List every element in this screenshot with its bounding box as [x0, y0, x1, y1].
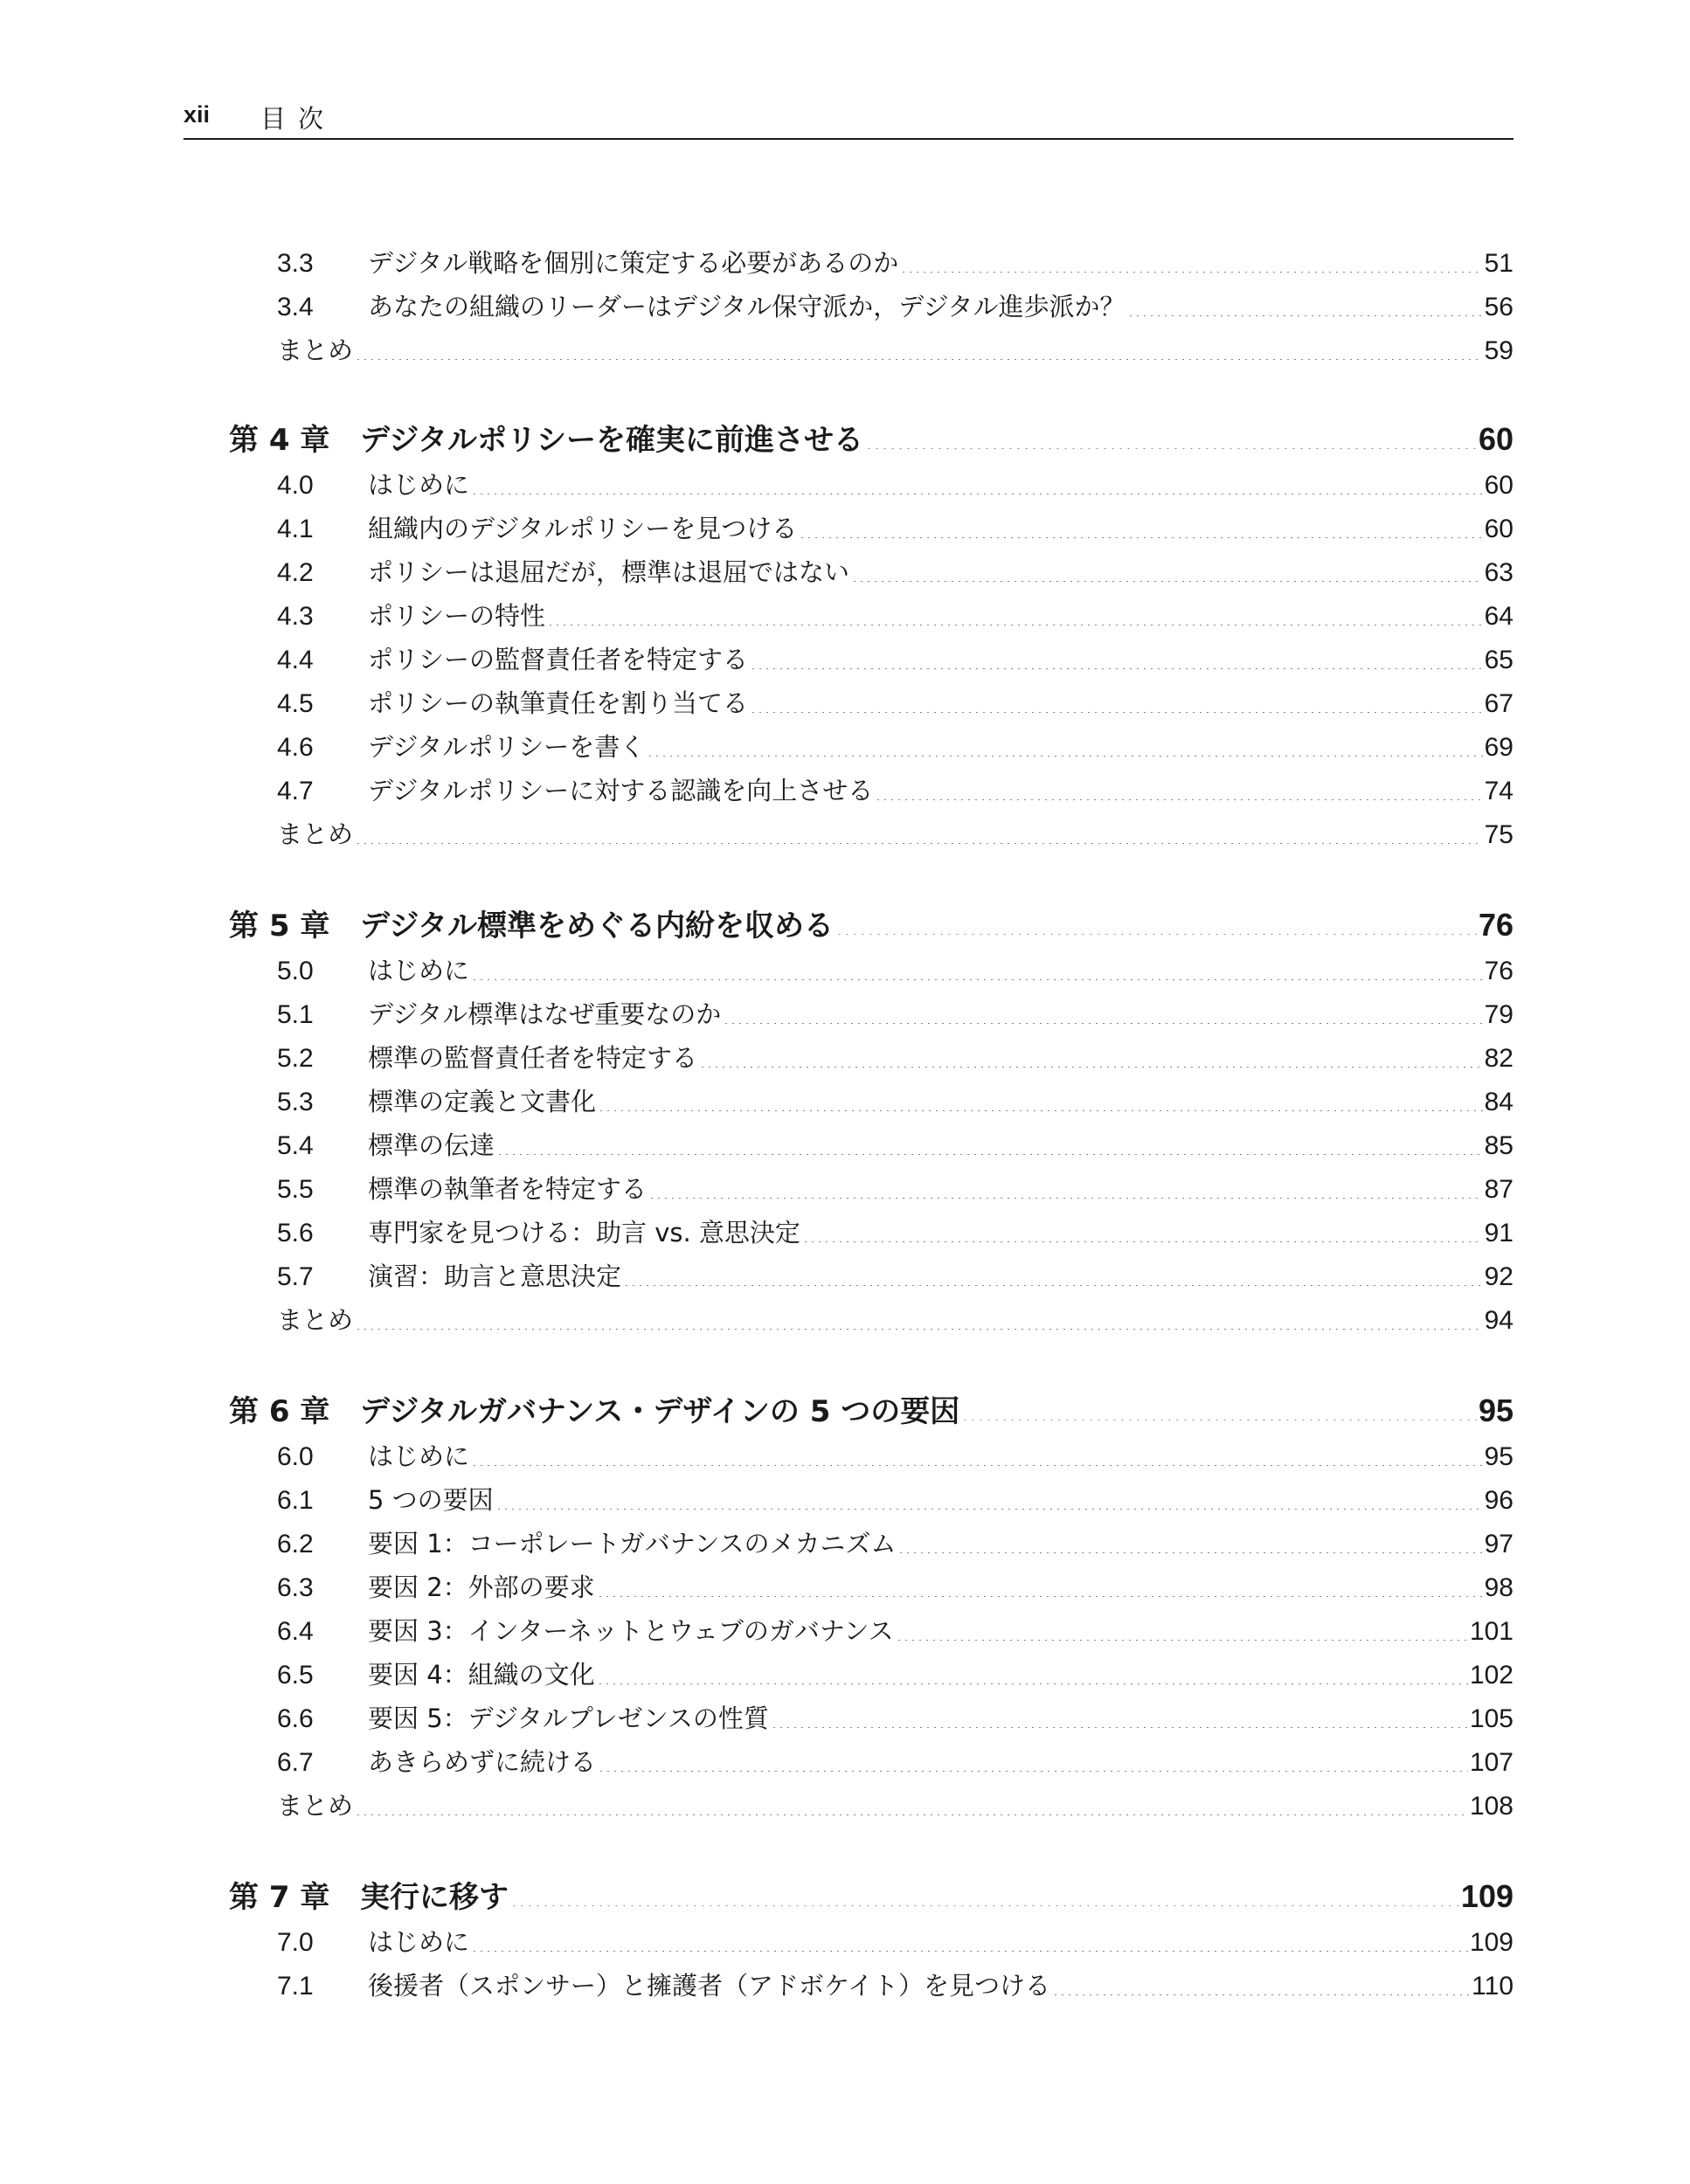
section-title: デジタル戦略を個別に策定する必要があるのか — [368, 248, 899, 278]
toc-entry[interactable] — [277, 463, 1513, 507]
page-number: 60 — [1478, 421, 1513, 457]
dot-leader — [648, 1198, 1483, 1199]
section-title: 標準の伝達 — [368, 1130, 495, 1160]
toc-entry[interactable] — [277, 594, 1513, 638]
toc-entry[interactable] — [277, 949, 1513, 992]
toc-entry[interactable] — [277, 1697, 1513, 1740]
section-number: 6.4 — [277, 1617, 314, 1646]
section-title: ポリシーの監督責任者を特定する — [368, 645, 749, 674]
dot-leader — [510, 1905, 1459, 1906]
section-title: あきらめずに続ける — [368, 1747, 597, 1777]
toc-chapter-entry[interactable] — [229, 1389, 1513, 1433]
toc-entry[interactable] — [277, 812, 1513, 856]
section-number: 7.0 — [277, 1928, 314, 1957]
section-number: 4.1 — [277, 515, 314, 543]
dot-leader — [723, 1023, 1482, 1024]
dot-leader — [598, 1771, 1468, 1772]
chapter-title: デジタル標準をめぐる内紛を収める — [360, 909, 834, 943]
toc-entry[interactable] — [277, 1254, 1513, 1298]
page-number: 74 — [1484, 777, 1513, 805]
dot-leader — [496, 1154, 1483, 1155]
dot-leader — [897, 1552, 1482, 1553]
toc-entry[interactable] — [277, 992, 1513, 1036]
section-title: 標準の執筆者を特定する — [368, 1174, 648, 1204]
dot-leader — [699, 1067, 1483, 1068]
page-number: 76 — [1478, 907, 1513, 943]
page-number: 75 — [1484, 820, 1513, 849]
section-number: 6.2 — [277, 1530, 314, 1559]
dot-leader — [355, 843, 1483, 844]
dot-leader — [851, 581, 1483, 582]
section-title: ポリシーの執筆責任を割り当てる — [368, 688, 749, 718]
page-number: 82 — [1484, 1044, 1513, 1073]
page-number: 59 — [1484, 336, 1513, 365]
dot-leader — [875, 799, 1482, 800]
page-number: 92 — [1484, 1262, 1513, 1291]
page-number: 98 — [1484, 1573, 1513, 1602]
section-title: 要因 1：コーポレートガバナンスのメカニズム — [368, 1529, 897, 1559]
dot-leader — [1127, 315, 1483, 316]
page-number: 69 — [1484, 733, 1513, 762]
toc-chapter-entry[interactable] — [229, 903, 1513, 947]
section-title: 要因 5：デジタルプレゼンスの性質 — [368, 1704, 769, 1733]
toc-entry[interactable] — [277, 1123, 1513, 1167]
chapter-label: 第 5 章 — [229, 909, 330, 943]
section-number: 6.0 — [277, 1442, 314, 1471]
toc-entry[interactable] — [277, 328, 1513, 372]
toc-entry[interactable] — [277, 241, 1513, 285]
section-number: 5.5 — [277, 1175, 314, 1204]
page-number: 109 — [1460, 1878, 1513, 1914]
toc-entry[interactable] — [277, 638, 1513, 681]
section-title: 標準の監督責任者を特定する — [368, 1043, 698, 1073]
toc-entry[interactable] — [277, 1920, 1513, 1964]
section-number: 5.7 — [277, 1262, 314, 1291]
page-number: 102 — [1469, 1661, 1513, 1690]
section-number: 3.4 — [277, 293, 314, 321]
chapter-label: 第 6 章 — [229, 1394, 330, 1429]
section-number: 4.5 — [277, 689, 314, 718]
toc-entry[interactable] — [277, 550, 1513, 594]
section-title: 演習：助言と意思決定 — [368, 1261, 622, 1291]
toc-entry[interactable] — [277, 1784, 1513, 1828]
toc-entry[interactable] — [277, 1080, 1513, 1123]
section-title: デジタルポリシーに対する認識を向上させる — [368, 776, 874, 805]
toc-entry[interactable] — [277, 507, 1513, 550]
section-number: 5.3 — [277, 1088, 314, 1116]
section-number: 6.1 — [277, 1486, 314, 1515]
section-title: まとめ — [277, 819, 354, 849]
page-number: 63 — [1484, 558, 1513, 587]
dot-leader — [471, 979, 1483, 980]
section-title: はじめに — [368, 1441, 470, 1471]
section-number: 4.4 — [277, 646, 314, 674]
section-title: デジタルポリシーを書く — [368, 732, 646, 762]
dot-leader — [598, 1110, 1483, 1111]
page-number: 67 — [1484, 689, 1513, 718]
section-title: はじめに — [368, 470, 470, 500]
section-title: デジタル標準はなぜ重要なのか — [368, 999, 722, 1029]
section-title: 後援者（スポンサー）と擁護者（アドボケイト）を見つける — [368, 1971, 1050, 2001]
section-number: 5.0 — [277, 957, 314, 985]
section-number: 6.5 — [277, 1661, 314, 1690]
toc-entry[interactable] — [277, 769, 1513, 812]
dot-leader — [750, 712, 1483, 713]
toc-entry[interactable] — [277, 1522, 1513, 1565]
section-title: 要因 4：組織の文化 — [368, 1660, 595, 1690]
chapter-title: デジタルポリシーを確実に前進させる — [360, 423, 863, 458]
section-number: 5.4 — [277, 1131, 314, 1160]
section-title: あなたの組織のリーダーはデジタル保守派か，デジタル進歩派か？ — [368, 292, 1126, 321]
toc-entry[interactable] — [277, 1167, 1513, 1211]
dot-leader — [355, 1329, 1483, 1330]
dot-leader — [802, 1241, 1483, 1242]
dot-leader — [750, 668, 1483, 669]
dot-leader — [597, 1596, 1483, 1597]
page-number: 60 — [1484, 515, 1513, 543]
page-number: 96 — [1484, 1486, 1513, 1515]
page-number: 101 — [1469, 1617, 1513, 1646]
section-title: ポリシーは退屈だが，標準は退屈ではない — [368, 557, 850, 587]
section-title: まとめ — [277, 1791, 354, 1821]
toc-entry[interactable] — [277, 1964, 1513, 2008]
page-number: 108 — [1469, 1792, 1513, 1821]
running-header — [184, 98, 1513, 140]
section-number: 4.0 — [277, 471, 314, 500]
toc-entry[interactable] — [277, 1298, 1513, 1342]
toc-entry[interactable] — [277, 681, 1513, 725]
dot-leader — [355, 359, 1483, 360]
dot-leader — [495, 1509, 1483, 1510]
toc-entry[interactable] — [277, 1434, 1513, 1478]
page-number: 56 — [1484, 293, 1513, 321]
toc-entry[interactable] — [277, 285, 1513, 328]
chapter-title: デジタルガバナンス・デザインの 5 つの要因 — [360, 1394, 960, 1429]
dot-leader — [647, 756, 1482, 757]
dot-leader — [865, 448, 1477, 449]
page-number: 84 — [1484, 1088, 1513, 1116]
section-title: ポリシーの特性 — [368, 601, 546, 631]
section-number: 6.7 — [277, 1748, 314, 1777]
page-number: 109 — [1469, 1928, 1513, 1957]
page-number: 87 — [1484, 1175, 1513, 1204]
toc-entry[interactable] — [277, 1565, 1513, 1609]
page-number: 51 — [1484, 249, 1513, 278]
section-title: 組織内のデジタルポリシーを見つける — [368, 514, 798, 543]
toc-chapter-entry[interactable] — [229, 418, 1513, 461]
toc-entry[interactable] — [277, 725, 1513, 769]
dot-leader — [835, 934, 1477, 935]
chapter-title: 実行に移す — [360, 1880, 509, 1915]
section-number: 4.6 — [277, 733, 314, 762]
page-number: 110 — [1472, 1972, 1513, 2001]
section-number: 6.6 — [277, 1704, 314, 1733]
section-title: 5 つの要因 — [368, 1485, 494, 1515]
section-title: まとめ — [277, 335, 354, 365]
section-number: 4.2 — [277, 558, 314, 587]
page-number: 76 — [1484, 957, 1513, 985]
toc-chapter-entry[interactable] — [229, 1875, 1513, 1918]
section-number: 5.2 — [277, 1044, 314, 1073]
dot-leader — [900, 272, 1482, 273]
dot-leader — [355, 1814, 1468, 1815]
section-title: はじめに — [368, 956, 470, 985]
chapter-label: 第 4 章 — [229, 423, 330, 458]
dot-leader — [471, 1951, 1468, 1952]
page-number: 60 — [1484, 471, 1513, 500]
section-number: 4.3 — [277, 602, 314, 631]
dot-leader — [1052, 1994, 1470, 1995]
toc-entry[interactable] — [277, 1211, 1513, 1254]
toc-entry[interactable] — [277, 1740, 1513, 1784]
section-number: 4.7 — [277, 777, 314, 805]
section-title: まとめ — [277, 1305, 354, 1335]
page-number: 65 — [1484, 646, 1513, 674]
section-number: 6.3 — [277, 1573, 314, 1602]
section-title: はじめに — [368, 1927, 470, 1957]
dot-leader — [771, 1727, 1468, 1728]
dot-leader — [471, 1465, 1483, 1466]
page-number: 95 — [1484, 1442, 1513, 1471]
dot-leader — [597, 1683, 1468, 1684]
toc-entry[interactable] — [277, 1478, 1513, 1522]
section-title: 要因 2：外部の要求 — [368, 1572, 595, 1602]
section-number: 7.1 — [277, 1972, 314, 2001]
toc-entry[interactable] — [277, 1609, 1513, 1653]
page-number: 107 — [1469, 1748, 1513, 1777]
page-number: 85 — [1484, 1131, 1513, 1160]
section-number: 5.6 — [277, 1219, 314, 1248]
page-number: 94 — [1484, 1306, 1513, 1335]
page-number: 79 — [1484, 1000, 1513, 1029]
chapter-label: 第 7 章 — [229, 1880, 330, 1915]
dot-leader — [896, 1640, 1468, 1641]
page-number: 64 — [1484, 602, 1513, 631]
section-title: 標準の定義と文書化 — [368, 1087, 597, 1116]
header-title: 目次 — [260, 104, 336, 134]
page-number: 91 — [1484, 1219, 1513, 1248]
section-title: 要因 3：インターネットとウェブのガバナンス — [368, 1616, 894, 1646]
dot-leader — [799, 537, 1482, 538]
page-number: 95 — [1478, 1393, 1513, 1428]
section-number: 3.3 — [277, 249, 314, 278]
header-page-number: xii — [184, 101, 211, 128]
toc-entry[interactable] — [277, 1036, 1513, 1080]
dot-leader — [623, 1285, 1483, 1286]
toc-entry[interactable] — [277, 1653, 1513, 1697]
section-number: 5.1 — [277, 1000, 314, 1029]
page-number: 105 — [1469, 1704, 1513, 1733]
section-title: 専門家を見つける：助言 vs. 意思決定 — [368, 1218, 800, 1248]
page-number: 97 — [1484, 1530, 1513, 1559]
